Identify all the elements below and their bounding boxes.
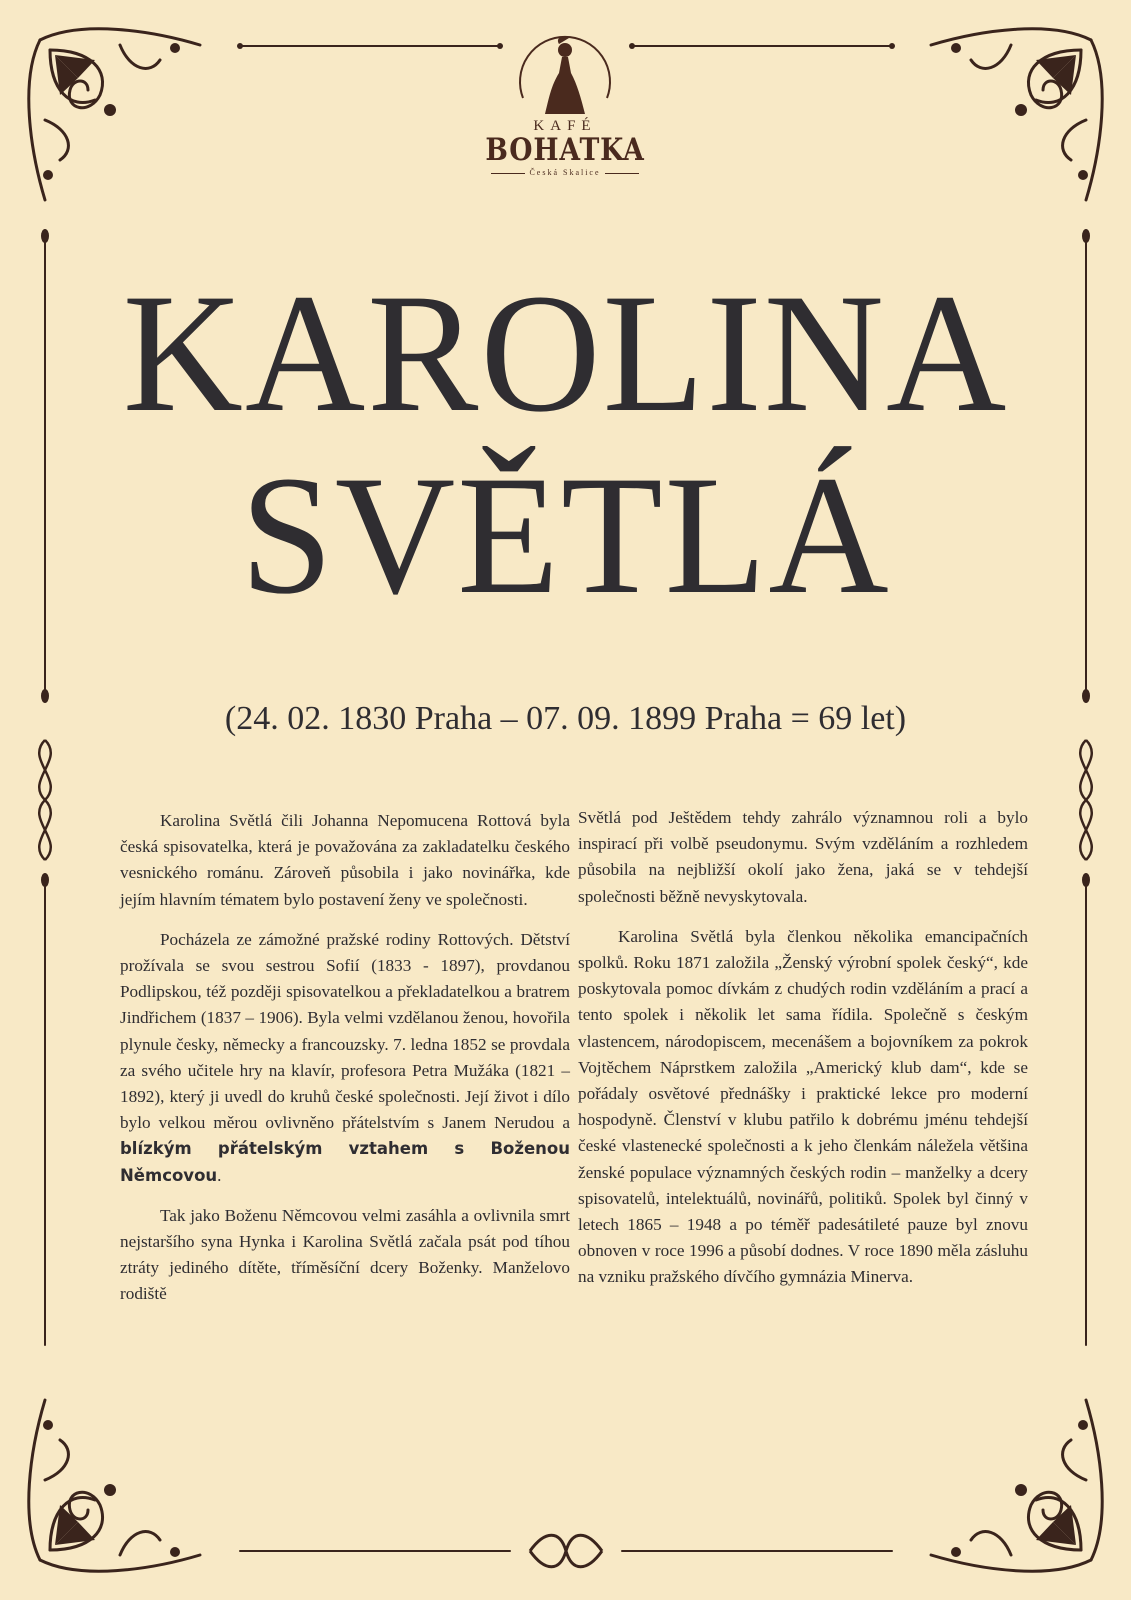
title-line-1: KAROLINA <box>122 259 1009 447</box>
corner-ornament-icon <box>29 29 200 200</box>
paragraph-text: Pocházela ze zámožné pražské rodiny Rottových. Dětství prožívala se svou sestrou Sofií (1833 - 1897), provdanou Podlipskou, též později spisovatelkou a překladatelkou a bratrem Jindřichem (1837 – 1906). Byla velmi vzdělanou ženou, hovořila plynule česky, německy a francouzsky. 7. ledna 1852 se provdala za svého učitele hry na klavír, profesora Petra Mužáka (1821 – 1892), který ji uvedl do kruhů české společnosti. Její život i dílo bylo velkou měrou ovlivněno přátelstvím s Janem Nerudou a <box>120 929 570 1133</box>
logo-subtitle-text: Česká Skalice <box>529 168 601 177</box>
bottom-flourish-icon <box>530 1535 602 1567</box>
right-column <box>578 805 1028 1305</box>
logo-subtitle <box>465 168 665 177</box>
paragraph: Světlá pod Ještědem tehdy zahrálo významnou roli a bylo inspirací při volbě pseudonymu. Svým vzděláním a rozhledem působila na nejbližší okolí jako žena, jaká se v tehdejší společnosti běžně nevyskytovala. <box>578 808 1028 906</box>
paragraph-end: . <box>217 1165 222 1185</box>
left-column <box>120 808 570 1322</box>
logo-kafe: KAFÉ <box>533 118 597 134</box>
logo-name: BOHATKA <box>485 132 645 168</box>
bold-highlight: blízkým přátelským vztahem s Boženou Němcovou <box>120 1139 570 1185</box>
life-dates: (24. 02. 1830 Praha – 07. 09. 1899 Praha = 69 let) <box>224 700 907 737</box>
paragraph: Karolina Světlá čili Johanna Nepomucena Rottová byla česká spisovatelka, která je považována za zakladatelku českého vesnického románu. Zároveň působila i jako novinářka, kde jejím hlavním tématem bylo postavení ženy ve společnosti. <box>120 811 570 909</box>
lady-silhouette-icon <box>505 28 625 120</box>
title-line-2: SVĚTLÁ <box>240 441 891 629</box>
cafe-logo <box>465 28 665 188</box>
paragraph <box>120 927 570 1189</box>
paragraph: Karolina Světlá byla členkou několika emancipačních spolků. Roku 1871 založila „Ženský výrobní spolek český“, kde poskytovala pomoc dívkám z chudých rodin vzděláním a prací a tento spolek i několik let sama řídila. Společně s českým vlastencem, národopiscem, mecenášem a bojovníkem za pokrok Vojtěchem Náprstkem založila „Americký klub dam“, kde se pořádaly osvětové přednášky i praktické lekce pro moderní hospodyně. Členství v klubu patřilo k dobrému jménu tehdejší české vlastenecké společnosti a k jeho členkám náležela většina ženské populace významných českých rodin – manželky a dcery spisovatelů, intelektuálů, novinářů, politiků. Spolek byl činný v letech 1865 – 1948 a po téměř padesátileté pauze byl znovu obnoven v roce 1996 a působí dodnes. V roce 1890 měla zásluhu na vzniku pražského dívčího gymnázia Minerva. <box>578 926 1028 1287</box>
paragraph: Tak jako Boženu Němcovou velmi zasáhla a ovlivnila smrt nejstaršího syna Hynka i Karolina Světlá začala psát pod tíhou ztráty jediného dítěte, tříměsíční dcery Boženky. Manželovo rodiště <box>120 1205 570 1304</box>
